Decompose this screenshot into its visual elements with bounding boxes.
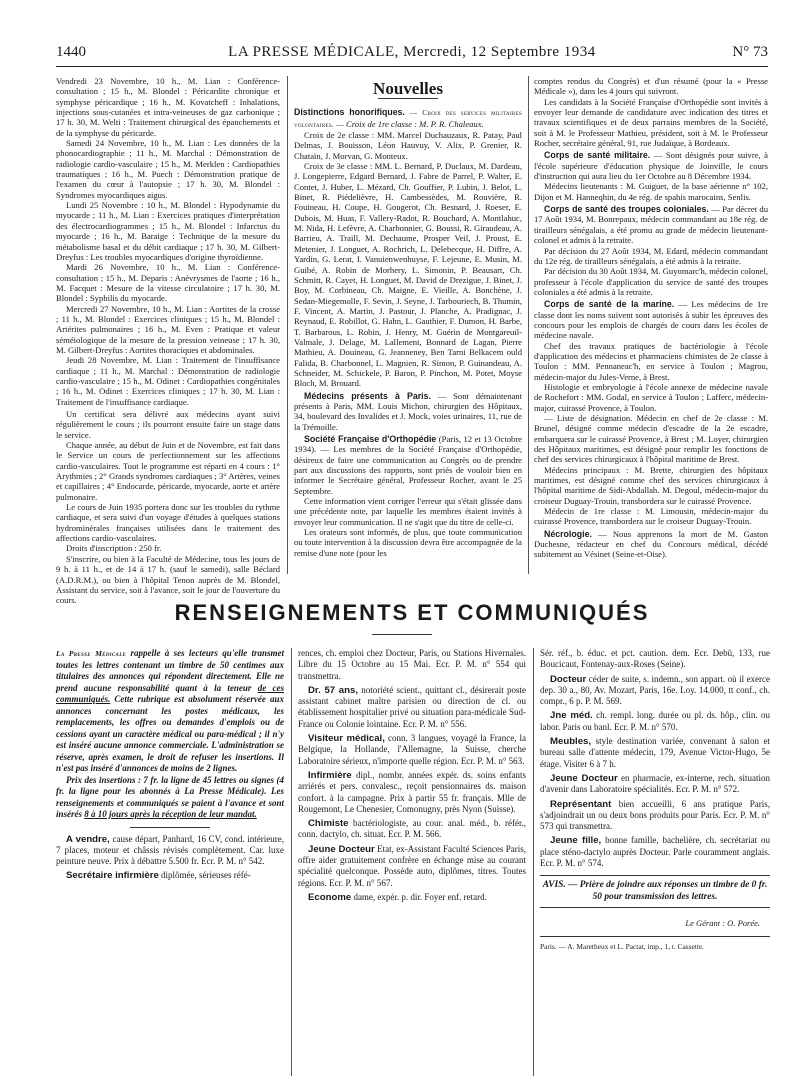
notice-text: rappelle à ses lecteurs qu'elle transmet toutes les lettres contenant un timbre de 50 centimes aux titulaires des annonces qui répondent directement. Elle ne prend aucune responsabilité quant à la teneur [56,648,285,693]
column-divider [287,76,288,574]
ad-heading: A vendre, [66,833,110,845]
classifieds-column-3 [540,648,770,1082]
page-number: 1440 [56,44,86,60]
column-divider [533,648,534,1076]
issue-number: N° 73 [732,44,768,60]
distinctions-lead: — Croix de 1re classe : M. P. R. Chaleaux. [336,118,484,129]
schedule-paragraph: Samedi 24 Novembre, 10 h., M. Lian : Les données de la phonocardiographie ; 11 h., M. Marchal : Démonstration de radiologie cardio-vasculaire ; 15 h., M. Merklen : Cardiopathies traumatiques ; 16 h., M. Puech : Démonstration pratique de l'examen du cœur à l'autopsie ; 17 h. 30, M. Blondel : Syndromes myocardiques aigus. [56,138,280,200]
ad-heading: Meubles, [550,736,592,748]
marine-text: — Les médecins de 1re classe dont les noms suivent sont autorisés à subir les épreuves des concours pour les emplois de chargés de cours dans les écoles de médecine navale. [534,299,769,341]
schedule-paragraph: Mardi 26 Novembre, 10 h., M. Lian : Conférence-consultation ; 15 h., M. Deparis : Anévrysmes de l'aorte ; 16 h., M. Facquet : Mesure de la vitesse circulatoire ; 17 h. 30, M. Blondel : Syphilis du myocarde. [56,262,280,304]
ad-text: diplômée, sérieuses réfé- [161,870,251,881]
notice-underlined: de ces communiqués. [56,682,284,704]
distinctions-heading: Distinctions honorifiques. [294,107,405,118]
ad-text: notoriété scient., quittant cl., désirerait poste assistant cabinet maître parisien ou direction de cl. ou établissement hospitalier privé ou situation para-médicale Sud-France ou Colonie lointaine. Ecr. P. M. n° 556. [298,684,527,729]
classified-ad [298,770,526,815]
colonial-text: — Par décret du 17 Août 1934, M. Bonrepaux, médecin commandant au 18e rég. de tirailleurs sénégalais, a été promu au grade de médecin lieutenant-colonel et admis à la retraite. [534,204,769,246]
ad-heading: Dr. 57 ans, [308,684,359,696]
distinctions-paragraph [294,107,522,130]
congress-paragraph: comptes rendus du Congrès) et d'un résumé (pour la « Presse Médicale »), dans les 4 jours qui suivront. [534,76,768,97]
title-rule [378,98,438,99]
societe-text: (Paris, 12 et 13 Octobre 1934). — Les membres de la Société Française d'Orthopédie, désireux de faire une communication au Congrès ou de prendre part aux discussions des rapports, sont priés de vouloir bien en informer le Secrétaire général, Professeur Rocher, avant le 25 Septembre. [294,434,522,496]
distinctions-list: Croix de 2e classe : MM. Marcel Duchauzaux, R. Patay, Paul Delmas, J. Bouisson, Léon Hauvuy, V. Alix, P. Grenier, R. Chataïn, J. Morvan, G. Monteux. [294,130,522,161]
classified-ad [56,834,284,868]
certificate-paragraph: Un certificat sera délivré aux médecins ayant suivi régulièrement le cours ; ils pourront ensuite faire un stage dans le service. [56,409,280,440]
classified-ad [540,674,770,708]
ad-heading: Jne méd. [550,710,593,722]
societe-heading: Société Française d'Orthopédie [304,434,437,444]
notice-paragraph [56,648,284,775]
classifieds-column-1 [56,648,284,1082]
fees-paragraph: Droits d'inscription : 250 fr. [66,543,162,554]
gerant-line: Le Gérant : O. Porée. [685,918,760,929]
printer-line: Paris. — A. Maretheux et L. Pactat, imp., 1, r. Cassette. [540,936,770,952]
classified-ad [540,799,770,833]
classified-ad [298,818,526,841]
ad-heading: Représentant [550,798,612,810]
societe-paragraph [294,434,522,496]
ad-text: bactériologiste, au cour. anal. méd., b. référ., conn. dactylo, ch. situat. Ecr. P. M. 566. [298,818,526,840]
marine-heading: Corps de santé de la marine. [544,299,675,310]
schedule-paragraph: Lundi 25 Novembre : 10 h., M. Blondel : Hypodynamie du myocarde ; 11 h., M. Lian : Exercices pratiques d'interprétation des électrocardiogrammes ; 15 h., M. Blondel : Infarctus du myocarde ; 16 h., M. Baraige : Technique de la mesure du métabolisme basal et du débit cardiaque ; 17 h. 30, M. Gilbert-Dreyfus : Les troubles myocardiques d'origine thyroïdienne. [56,200,280,262]
journal-title: LA PRESSE MÉDICALE, Mercredi, 12 Septembre 1934 [228,44,596,60]
ad-heading: Visiteur médical, [308,733,385,745]
course-paragraph: Chaque année, au début de Juin et de Novembre, est fait dans le Service un cours de perfectionnement sur les affections cardio-vasculaires. Tout le programme est réparti en 4 cours : 1° Arythmies ; 2° Grands syndromes cardiaques ; 3° Artères, veines et capillaires ; 4° Endocarde, péricarde, myocarde, aorte et artère pulmonaire. [56,440,280,502]
marine-paragraph-4: — Liste de désignation. Médecin en chef de 2e classe : M. Brunel, désigné comme médecin d'escadre de la 2e escadre, embarquera sur le cuirassé Provence, à Brest ; M. Loyer, chirurgien des Hôpitaux maritimes, est désigné pour remplir les fonctions de chef des services chirurgicaux à l'hôpital maritime de Brest. [534,413,768,465]
candidates-paragraph: Les candidats à la Société Française d'Orthopédie sont invités à envoyer leur demande de candidature avec indication des titres et travaux scientifiques et de deux parrains membres de la Société, soit à M. le Professeur Mathieu, président, soit à M. le Professeur Rocher, secrétaire général, 91, rue Judaïque, à Bordeaux. [534,96,768,149]
medecins-paragraph [294,391,522,432]
notice-lead: La Presse Médicale [56,649,127,658]
classifieds-column-2 [298,648,526,1082]
distinctions-list: Croix de 3e classe : MM. L. Bernard, P. Duclaux, M. Dardeau, J. Longepierre, Edgard Bernard, J. Fabre de Parrel, P. Walter, E. Contet, J. Huber, L. Mézard, Ch. Gouffier, P. Lubin, J. Belot, L. Binet, R. Piédelièvre, H. Cambessèdes, M. Rouvière, R. Fouineau, H. Coupe, H. Gougerot, Ch. Besnard, J. Roeser, E. Dubois, M. Huas, F. Vallery-Radot, R. Bouchard, A. Montlahuc, M. Nida, H. Lefèvre, A. Charbonnier, G. Boussi, R. Giraudeau, A. Barrieu, A. Traill, M. Dechaume, Prosper Veil, J. Proust, E. Metenier, J. Longuet, A. Rochrich, L. Delebecque, H. Diffre, A. Yardin, G. Lerat, I. Vanuienwenhuyse, F. Lejeune, E. Musin, M. Guibé, A. Robin de Morhery, L. Simonin, P. Beausart, Ch. Schmitt, R. Cayet, H. Longuet, M. David de Drezigue, J. Binet, J. Boy, M. Corbineau, Ch. Maigne, E. Vieille, A. Bonchène, J. Sedan-Miegemolle, F. Sevin, J. Seyne, J. Tarbouriech, B. Thumin, F. Vincent, A. Martin, J. Pastour, J. Planche, A. Pradignac, J. Reynaud, E. Robillot, G. Hahn, L. Gauthier, F. Dumon, H. Barbe, T. Barbarous, L. Robin, J. Henry, M. Guérin de Montgareuil-Valmale, J. Delage, M. Lallement, Bonnard de Lagan, Pierre Mathieu, A. Douineau, G. Jeanneney, Ben Tarni Belkacem ould Falida, B. Charbonnel, L. Magnien, R. Simon, P. Guinandeau, A. Schneider, M. Schickele, P. Baron, P. Pinchon, M. Potet, Moyse Bloch, M. Brouard. [294,161,522,389]
registration-paragraph: S'inscrire, ou bien à la Faculté de Médecine, tous les jours de 9 h. à 11 h., et de 14 à 17 h. (sauf le samedi), salle Béclard (A.D.R.M.), ou bien à l'hôpital Tenon auprès de M. Blondel, Assistant du service, soit à l'avance, soit le jour de l'ouverture du cours. [56,553,280,606]
ad-heading: Jeune fille, [550,835,602,847]
ad-text: dipl., nombr. années expér. ds. soins enfants arriérés et pers. convalesc., reçoit pensionnaires ds. maison confort. à la campagne. Prix à partir 55 fr. français. Mlle de Rougemont, Le Chenesier, Comonugny, près Nyon (Suisse). [298,769,526,814]
military-text: — Sont désignés pour suivre, à l'école supérieure d'éducation physique de Joinville, le cours d'instruction qui aura lieu du 1er Octobre au 8 Décembre 1934. [534,150,768,182]
ad-text: bien accueilli, 6 ans pratique Paris, s'adjoindrait un ou deux bons produits pour Paris. Ecr. P. M. n° 573 qui transmettra. [540,798,770,832]
ad-text: céder de suite, s. indemn., son appart. où il exerce dep. 30 a., 80, Av. Mozart, Paris, 16e. Loy. 14.000, tt conf., ch. compr., 6 p. P. M. 569. [540,673,771,707]
colonial-heading: Corps de santé des troupes coloniales. [544,204,709,215]
renseignements-title: RENSEIGNEMENTS ET COMMUNIQUÉS [174,600,650,625]
military-heading: Corps de santé militaire. [544,150,651,161]
distinctions-subheading: — Croix des services militaires volontaires. [294,108,523,129]
marine-paragraph-2: Chef des travaux pratiques de bactériologie à l'école d'application des médecins et pharmaciens chimistes de 2e classe à Toulon : MM. Pennaneac'h, en service à Toulon ; Magrou, médecin-major du Jules-Verne, à Brest. [534,340,768,382]
ad-heading: Jeune Docteur [308,843,375,855]
classified-ad [298,733,526,767]
notice-text: Cette rubrique est absolument réservée aux annonces concernant les postes médicaux, les remplacements, les offres ou demandes d'emplois ou de cessions ayant un caractère médical ou para-médical ; il n'y est inséré aucune annonce commerciale. L'administration se réserve, après examen, le droit de refuser les insertions. Il n'est pas inséré d'annonces de moins de 2 lignes. [56,694,284,773]
classified-ad [540,835,770,869]
ad-heading: Chimiste [308,818,349,830]
societe-paragraph-3: Les orateurs sont informés, de plus, que toute communication ou toute intervention à la discussion devra être accompagnée de la remise d'une note (pour les [294,527,522,558]
colonial-paragraph [534,204,768,245]
ad-heading: Jeune Docteur [550,772,618,784]
news-column-right [534,76,768,576]
ad-heading: Docteur [550,673,587,685]
classified-ad-continued: rences, ch. emploi chez Docteur, Paris, ou Stations Hivernales. Libre du 15 Octobre au 15 Mai. Ecr. P. M. n° 554 qui transmettra. [298,648,526,681]
ad-text: style destination variée, convenant à salon et bureau salle d'attente médecin, 179, Avenue Victor-Hugo, 5e étage. Visiter 6 à 7 h. [540,736,771,769]
colonial-paragraph-3: Par décision du 30 Août 1934, M. Guyomarc'h, médecin colonel, professeur à l'école d'application du service de santé des troupes coloniales a été admis à la retraite. [534,266,768,297]
prices-underlined: 8 à 10 jours après la réception de leur mandat. [84,809,257,819]
rubric-notice [56,648,284,821]
nouvelles-column [294,76,522,576]
ad-text: conn. 3 langues, voyagé la France, la Belgique, la Hollande, l'Allemagne, la Suisse, cherche Laboratoire sérieux, n'importe quelle région. Ecr. P. M. n° 563. [298,733,527,766]
colonial-paragraph-2: Par décision du 27 Août 1934, M. Edard, médecin commandant du 12e rég. de tirailleurs sénégalais, a été admis à la retraite. [534,245,768,266]
course-schedule-column [56,76,280,606]
societe-paragraph-2: Cette information vient corriger l'erreur qui s'était glissée dans une précédente note, par laquelle les membres étaient invités à envoyer leur communication. Il ne s'agit que du titre de celle-ci. [294,496,522,527]
running-head [56,44,768,64]
ad-text: bonne famille, bachelière, ch. secrétariat ou place sténo-dactylo auprès Docteur. Parle couramment anglais. Ecr. P. M. n° 574. [540,835,771,869]
schedule-paragraph: Mercredi 27 Novembre, 10 h., M. Lian : Aortites de la crosse ; 11 h., M. Blondel : Exercices cliniques ; 15 h., M. Blondel : Artérites pulmonaires ; 16 h., M. Even : Pratique et valeur séméiologique de la mesure de la pression veineuse ; 17 h. 30, M. Gilbert-Dreyfus : Aortites thoraciques et abdominales. [56,303,280,355]
necrologie-text: — Nous apprenons la mort de M. Gaston Duchesne, rédacteur en chef du Concours médical, décédé subitement au Vésinet (Seine-et-Oise). [534,528,768,560]
marine-paragraph-3: Histologie et embryologie à l'école annexe de médecine navale de Rochefort : MM. Godal, en service à Toulon ; Lafferc, médecin-major, cuirassé Provence, à Toulon. [534,381,768,413]
classified-ad [56,870,284,881]
column-divider [291,648,292,1076]
ad-heading: Infirmière [308,769,352,781]
section-title: Nouvelles [373,79,443,98]
marine-paragraph-5: Médecins principaux : M. Brette, chirurgien des hôpitaux maritimes, est désigné comme chef des services chirurgicaux à l'hôpital maritime de Sidi-Abdallah. M. Degoul, médecin-major du croiseur Duguay-Trouin, transbordera sur le cuirassé Provence. [534,464,768,506]
ad-text: cause départ, Panhard, 16 CV, cond. intérieure, 7 places, moteur et châssis révisés complètement. Car. luxe peinture neuve. Prix à débattre 5.500 fr. Ecr. P. M. n° 542. [56,833,285,867]
classified-ad [298,844,526,889]
classified-ad [540,773,770,796]
prices-text: Prix des insertions : 7 fr. la ligne de 45 lettres ou signes (4 fr. la ligne pour les abonnés à La Presse Médicale). Les renseignements et communiqués se paient à l'avance et sont insérés [56,774,284,819]
notice-separator [130,827,210,828]
ad-text: dame, expér. p. dir. Foyer enf. retard. [353,891,487,902]
necrologie-heading: Nécrologie. [544,528,592,539]
classified-ad [298,685,526,730]
classified-ad-continued: Sér. réf., b. éduc. et pct. caution. dem. Ecr. Debû, 133, rue Boucicaut, Fontenay-aux-Roses (Seine). [540,648,770,670]
classified-ad [298,892,526,903]
military-paragraph [534,150,768,181]
necrologie-paragraph [534,529,768,560]
title-rule [372,634,432,635]
column-divider [528,76,529,574]
avis-notice: AVIS. — Prière de joindre aux réponses un timbre de 0 fr. 50 pour transmission des lettres. [540,875,770,908]
ad-text: ch. rempl. long. durée ou pl. ds. hôp., clin. ou labor. Paris ou banl. Ecr. P. M. n° 570. [540,710,770,732]
schedule-paragraph: Vendredi 23 Novembre, 10 h., M. Lian : Conférence-consultation ; 15 h., M. Blondel : Péricardite chronique et symphyse péricardique ; 16 h., M. Kovatcheff : Inhalations, injections sous-cutanées et intra-veineuses de gaz carbonique ; 17 h. 30, M. Welti : Traitement chirurgical des épanchements et de la symphyse du péricarde. [56,76,280,138]
classified-ad [540,710,770,733]
marine-paragraph [534,299,768,340]
marine-paragraph-6: Médecin de 1re classe : M. Limousin, médecin-major du cuirassé Provence, transbordera sur le croiseur Duguay-Trouin. [534,506,768,527]
ad-text: en pharmacie, ex-interne, rech. situation d'avenir dans Laboratoire spécialités. Ecr. P. M. n° 572. [540,772,771,795]
medecins-text: — Sont démaintenant présents à Paris, MM. Louis Michon, chirurgien des Hôpitaux, 34, boulevard des Invalides et J. Mock, voies urinaires, 11, rue de la Trémoille. [294,390,522,432]
military-paragraph-2: Médecins lieutenants : M. Guiguet, de la base aérienne n° 102, Dijon et M. Hanneqhin, du 4e rég. de spahis marocains, Senlis. [534,181,768,202]
ad-text: Etat, ex-Assistant Faculté Sciences Paris, offre aider gratuitement confrère en échange mise au courant spécialité quelconque. Possède auto, diplômes, titres. Toutes régions. Ecr. P. M. n° 567. [298,843,526,888]
ad-heading: Econome [308,891,352,903]
classified-ad [540,736,770,770]
prices-paragraph [56,775,284,821]
header-rule [56,66,768,67]
ad-heading: Secrétaire infirmière [66,870,159,882]
course-paragraph: Le cours de Juin 1935 portera donc sur les troubles du rythme cardiaque, et sera suivi d'un voyage d'études à quelques stations hydrominérales françaises utilisées dans le traitement des affections cardio-vasculaires. [56,502,280,544]
schedule-paragraph: Jeudi 28 Novembre, M. Lian : Traitement de l'insuffisance cardiaque ; 11 h., M. Marchal : Démonstration de radiologie cardio-vasculaire ; 15 h., M. Odinet : Cardiopathies congénitales ; 16 h., M. Odinet : Exercices cliniques ; 17 h. 30, M. Lian : Traitement de l'insuffisance cardiaque. [56,355,280,407]
medecins-heading: Médecins présents à Paris. [304,390,431,401]
